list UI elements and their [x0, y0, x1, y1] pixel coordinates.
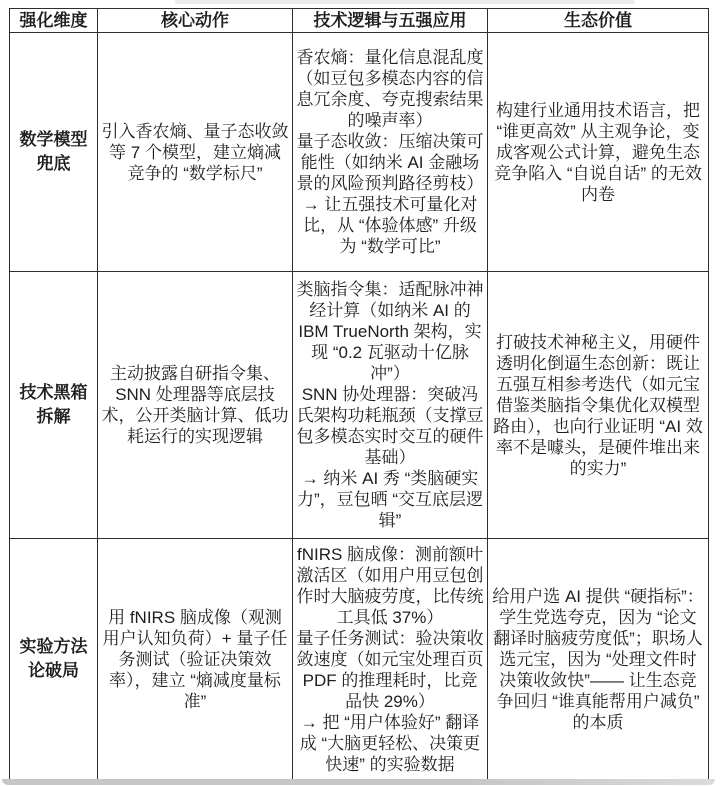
logic-item-conclusion: → 纳米 AI 秀 “类脑硬实力”，豆包晒 “交互底层逻辑”	[296, 469, 484, 530]
logic-item-snn-coprocessor: SNN 协处理器：突破冯氏架构功耗瓶颈（支撑豆包多模态实时交互的硬件基础）	[296, 385, 484, 467]
cell-r1-action: 引入香农熵、量子态收敛等 7 个模型，建立熵减竞争的 “数学标尺”	[98, 33, 293, 272]
cell-r2-logic	[293, 272, 488, 539]
cell-r3-logic	[293, 539, 488, 779]
cell-r1-value: 构建行业通用技术语言，把 “谁更高效” 从主观争论，变成客观公式计算，避免生态竞争陷入 “自说自话” 的无效内卷	[488, 33, 708, 272]
logic-item-brain-instruction-set: 类脑指令集：适配脉冲神经计算（如纳米 AI 的 IBM TrueNorth 架构，实现 “0.2 瓦驱动十亿脉冲”）	[296, 280, 484, 383]
logic-item-conclusion: → 让五强技术可量化对比，从 “体验体感” 升级为 “数学可比”	[302, 195, 478, 256]
cell-r3-action: 用 fNIRS 脑成像（观测用户认知负荷）+ 量子任务测试（验证决策效率），建立 “熵减度量标准”	[98, 539, 293, 779]
logic-item-conclusion: → 把 “用户体验好” 翻译成 “大脑更轻松、决策更快速” 的实验数据	[299, 712, 481, 774]
cell-r3-value: 给用户选 AI 提供 “硬指标”：学生党选夸克，因为 “论文翻译时脑疲劳度低”；职场人选元宝，因为 “处理文件时决策收敛快”—— 让生态竞争回归 “谁真能帮用户减负” 的本质	[492, 586, 704, 732]
logic-item-quantum-task-test: 量子任务测试：验决策收敛速度（如元宝处理百页 PDF 的推理耗时，比竞品快 29%）	[296, 628, 484, 711]
cell-r1-logic	[293, 33, 488, 272]
page-top-shadow	[175, 0, 635, 4]
card-bottom-edge	[2, 779, 715, 785]
logic-item-quantum-convergence: 量子态收敛：压缩决策可能性（如纳米 AI 金融场景的风险预判路径剪枝）	[296, 132, 484, 193]
cell-r2-action: 主动披露自研指令集、SNN 处理器等底层技术，公开类脑计算、低功耗运行的实现逻辑	[98, 272, 293, 539]
column-header-dimension: 强化维度	[10, 9, 98, 33]
column-header-action: 核心动作	[98, 9, 293, 33]
comparison-table	[9, 8, 709, 780]
cell-r1-dimension: 数学模型兜底	[10, 33, 98, 272]
cell-r2-dimension: 技术黑箱拆解	[10, 272, 98, 539]
cell-r3-dimension: 实验方法论破局	[10, 539, 98, 779]
column-header-logic: 技术逻辑与五强应用	[293, 9, 488, 33]
cell-r2-value: 打破技术神秘主义，用硬件透明化倒逼生态创新：既让五强互相参考迭代（如元宝借鉴类脑指令集优化双模型路由），也向行业证明 “AI 效率不是噱头，是硬件堆出来的实力”	[488, 272, 708, 539]
logic-item-shannon-entropy: 香农熵：量化信息混乱度（如豆包多模态内容的信息冗余度、夸克搜索结果的噪声率）	[296, 48, 484, 130]
logic-item-fnirs-imaging: fNIRS 脑成像：测前额叶激活区（如用户用豆包创作时大脑疲劳度，比传统工具低 37%）	[296, 544, 484, 627]
column-header-value: 生态价值	[488, 9, 708, 33]
